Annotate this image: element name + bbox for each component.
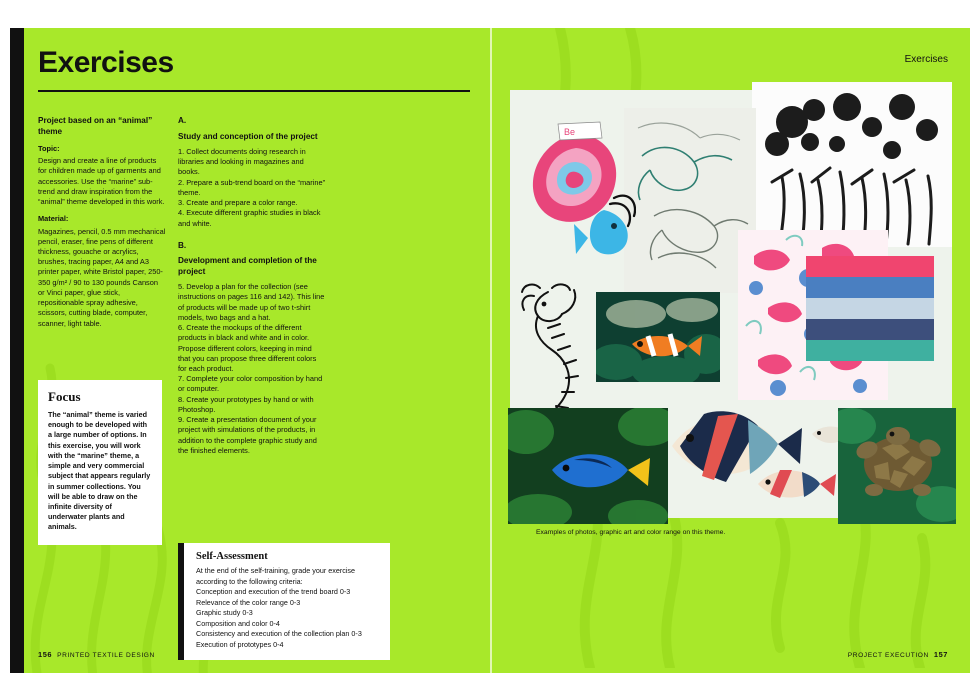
focus-box (38, 380, 162, 545)
swatch-navy (806, 319, 934, 340)
section-b-item: 7. Complete your color composition by hand or computer. (178, 374, 323, 394)
folio-right-number: 157 (933, 650, 948, 659)
section-a-label: A. (178, 116, 187, 125)
section-b-heading: Development and completion of the project (178, 256, 317, 276)
self-assessment-box (178, 543, 390, 660)
section-a-heading: Study and conception of the project (178, 131, 318, 141)
swatch-teal (806, 340, 934, 361)
title-rule (38, 90, 470, 92)
column-project-brief (38, 116, 166, 333)
shrimp-drawing (624, 108, 756, 293)
self-assessment-criterion: Graphic study 0-3 (196, 608, 253, 618)
snail-shell-collage (514, 118, 636, 268)
section-a-item: 2. Prepare a sub-trend board on the “marine” theme. (178, 177, 326, 197)
sea-turtle-photo (838, 408, 956, 524)
section-b-item: 8. Create your prototypes by hand or with Photoshop. (178, 394, 314, 414)
book-spread (10, 28, 970, 673)
self-assessment-criterion: Composition and color 0-4 (196, 618, 280, 628)
clownfish-anemone-photo (596, 292, 720, 382)
color-range-swatches (806, 256, 934, 361)
swatch-pale-blue (806, 298, 934, 319)
section-a-item: 4. Execute different graphic studies in black and white. (178, 208, 321, 228)
coral-photo-bw (752, 82, 952, 247)
svg-text:Be: Be (564, 127, 576, 137)
section-b-item: 5. Develop a plan for the collection (see instructions on pages 116 and 142). This line of products will be made up of two t-shirt models, two bags and a hat. (178, 282, 325, 322)
left-page (10, 28, 490, 673)
folio-left-number: 156 (38, 650, 53, 659)
folio-left-text: PRINTED TEXTILE DESIGN (57, 652, 155, 659)
image-plate (510, 90, 952, 518)
project-heading: Project based on an “animal” theme (38, 116, 153, 136)
material-text: Magazines, pencil, 0.5 mm mechanical pencil, eraser, fine pens of different thickness, gouache or acrylics, brushes, tracing paper, A4 and A3 printer paper, white Bristol paper, 250-350 g/m² / 90 to 130 pounds Canson or Vinci paper, glue stick, repositionable spray adhesive, scissors, cutting blade, computer, scanner, light table. (38, 226, 166, 328)
self-assessment-criterion: Consistency and execution of the collection plan 0-3 (196, 629, 362, 639)
section-a-item: 1. Collect documents doing research in libraries and looking in magazines and books. (178, 147, 306, 177)
self-assessment-criterion: Execution of prototypes 0-4 (196, 639, 284, 649)
self-assessment-intro: At the end of the self-training, grade your exercise according to the following criteria: (196, 566, 356, 586)
folio-right-text: PROJECT EXECUTION (847, 652, 929, 659)
self-assessment-criterion: Conception and execution of the trend board 0-3 (196, 587, 351, 597)
right-page (492, 28, 970, 673)
material-label: Material: (38, 214, 69, 224)
self-assessment-criterion: Relevance of the color range 0-3 (196, 597, 301, 607)
running-head: Exercises (904, 54, 948, 65)
folio-left (38, 650, 155, 659)
focus-title: Focus (48, 389, 81, 404)
self-assessment-title: Self-Assessment (196, 551, 268, 562)
section-b-item: 9. Create a presentation document of your project with simulations of the products, in addition to the complete graphic study and the finished elements. (178, 415, 317, 455)
swatch-blue (806, 277, 934, 298)
topic-text: Design and create a line of products for children made up of garments and accessories. Use the “marine” sub-trend and draw inspiration from the “animal” theme developed in this work. (38, 156, 165, 207)
column-sections (178, 116, 326, 456)
swatch-pink (806, 256, 934, 277)
section-b-label: B. (178, 240, 187, 250)
section-b-item: 6. Create the mockups of the different products in black and white and in color. Propose different colors, keeping in mind that you can propose three different colors for each product. (178, 323, 317, 373)
page-title: Exercises (38, 46, 174, 79)
page-edge-bar (10, 28, 24, 673)
blue-tang-photo (508, 408, 668, 524)
section-a-item: 3. Create and prepare a color range. (178, 198, 298, 208)
folio-right (848, 650, 948, 659)
focus-text: The “animal” theme is varied enough to be developed with a large number of options. In this exercise, you will work with the “marine” theme, a simple and very commercial subject that appears regularly in summer collections. You will be able to draw on the infinite diversity of underwater plants and animals. (48, 410, 151, 532)
topic-label: Topic: (38, 144, 60, 153)
plate-caption: Examples of photos, graphic art and color range on this theme. (536, 529, 726, 536)
